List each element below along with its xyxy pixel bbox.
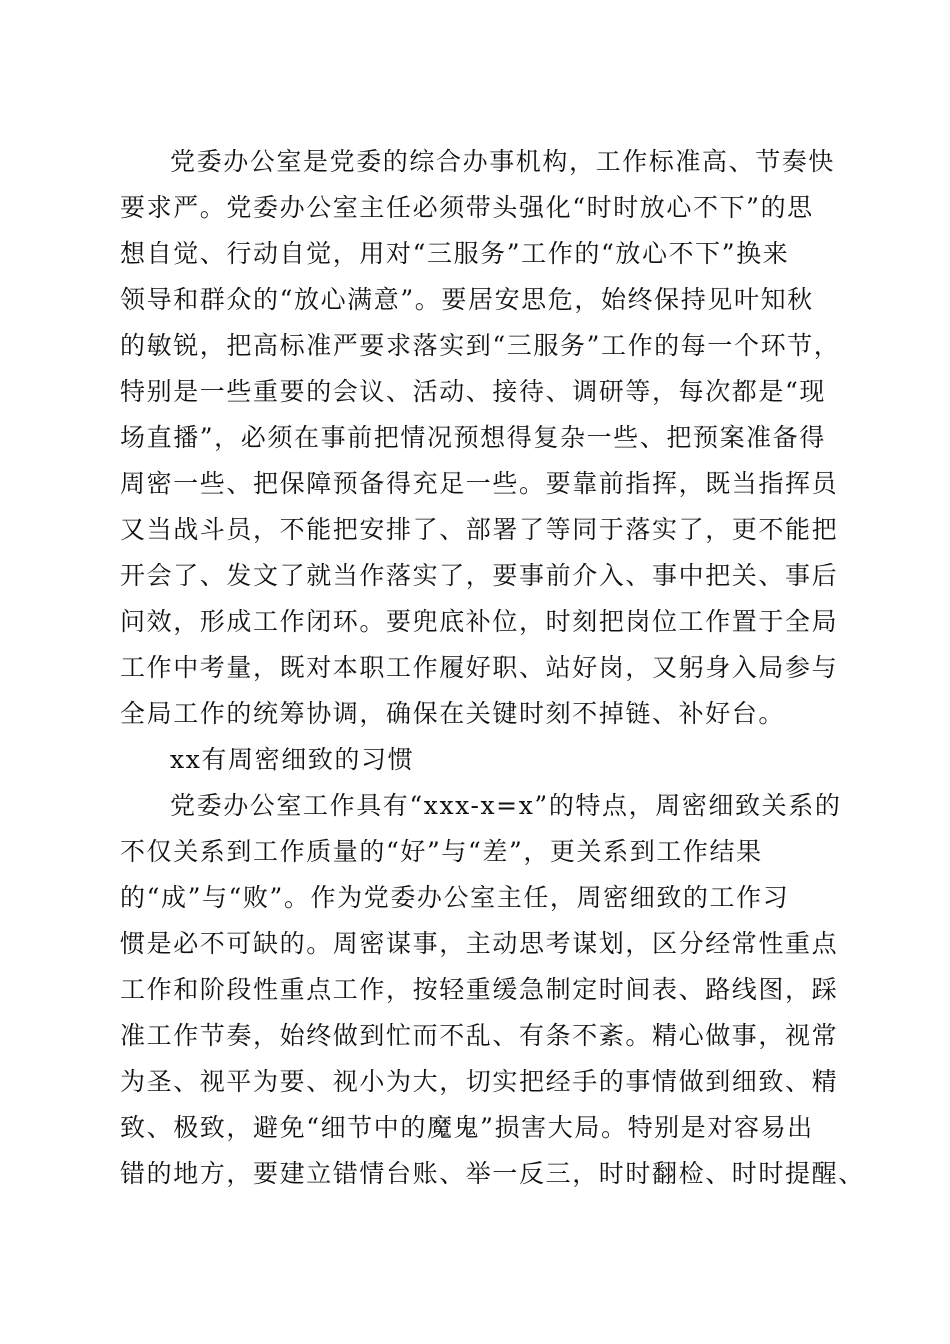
paragraph-1-line-1: 党委办公室是党委的综合办事机构，工作标准高、节奏快 xyxy=(170,147,836,176)
paragraph-2-line-7: 为圣、视平为要、视小为大，切实把经手的事情做到细致、精 xyxy=(120,1067,839,1096)
paragraph-2-line-2: 不仅关系到工作质量的“好”与“差”，更关系到工作结果 xyxy=(120,837,763,866)
paragraph-1-line-12: 工作中考量，既对本职工作履好职、站好岗，又躬身入局参与 xyxy=(120,653,839,682)
paragraph-2-line-8: 致、极致，避免“细节中的魔鬼”损害大局。特别是对容易出 xyxy=(120,1113,814,1142)
paragraph-1-line-7: 场直播”，必须在事前把情况预想得复杂一些、把预案准备得 xyxy=(120,423,826,452)
paragraph-1-line-8: 周密一些、把保障预备得充足一些。要靠前指挥，既当指挥员 xyxy=(120,469,839,498)
paragraph-1-line-5: 的敏锐，把高标准严要求落实到“三服务”工作的每一个环节， xyxy=(120,331,841,360)
paragraph-1-line-4: 领导和群众的“放心满意”。要居安思危，始终保持见叶知秋 xyxy=(120,285,814,314)
paragraph-2-line-3: 的“成”与“败”。作为党委办公室主任，周密细致的工作习 xyxy=(120,883,790,912)
section-heading: xx有周密细致的习惯 xyxy=(170,745,415,774)
paragraph-1-line-11: 问效，形成工作闭环。要兜底补位，时刻把岗位工作置于全局 xyxy=(120,607,839,636)
paragraph-1-line-6: 特别是一些重要的会议、活动、接待、调研等，每次都是“现 xyxy=(120,377,826,406)
paragraph-1-line-2: 要求严。党委办公室主任必须带头强化“时时放心不下”的思 xyxy=(120,193,814,222)
paragraph-1-line-10: 开会了、发文了就当作落实了，要事前介入、事中把关、事后 xyxy=(120,561,839,590)
paragraph-2-line-6: 准工作节奏，始终做到忙而不乱、有条不紊。精心做事，视常 xyxy=(120,1021,839,1050)
paragraph-1-line-3: 想自觉、行动自觉，用对“三服务”工作的“放心不下”换来 xyxy=(120,239,790,268)
paragraph-1-line-13: 全局工作的统筹协调，确保在关键时刻不掉链、补好台。 xyxy=(120,699,786,728)
paragraph-2-line-9: 错的地方，要建立错情台账、举一反三，时时翻检、时时提醒、 xyxy=(120,1159,865,1188)
paragraph-2-line-1: 党委办公室工作具有“xxx-x=x”的特点，周密细致关系的 xyxy=(170,791,842,820)
paragraph-1-line-9: 又当战斗员，不能把安排了、部署了等同于落实了，更不能把 xyxy=(120,515,839,544)
paragraph-2-line-4: 惯是必不可缺的。周密谋事，主动思考谋划，区分经常性重点 xyxy=(120,929,839,958)
paragraph-2-line-5: 工作和阶段性重点工作，按轻重缓急制定时间表、路线图，踩 xyxy=(120,975,839,1004)
